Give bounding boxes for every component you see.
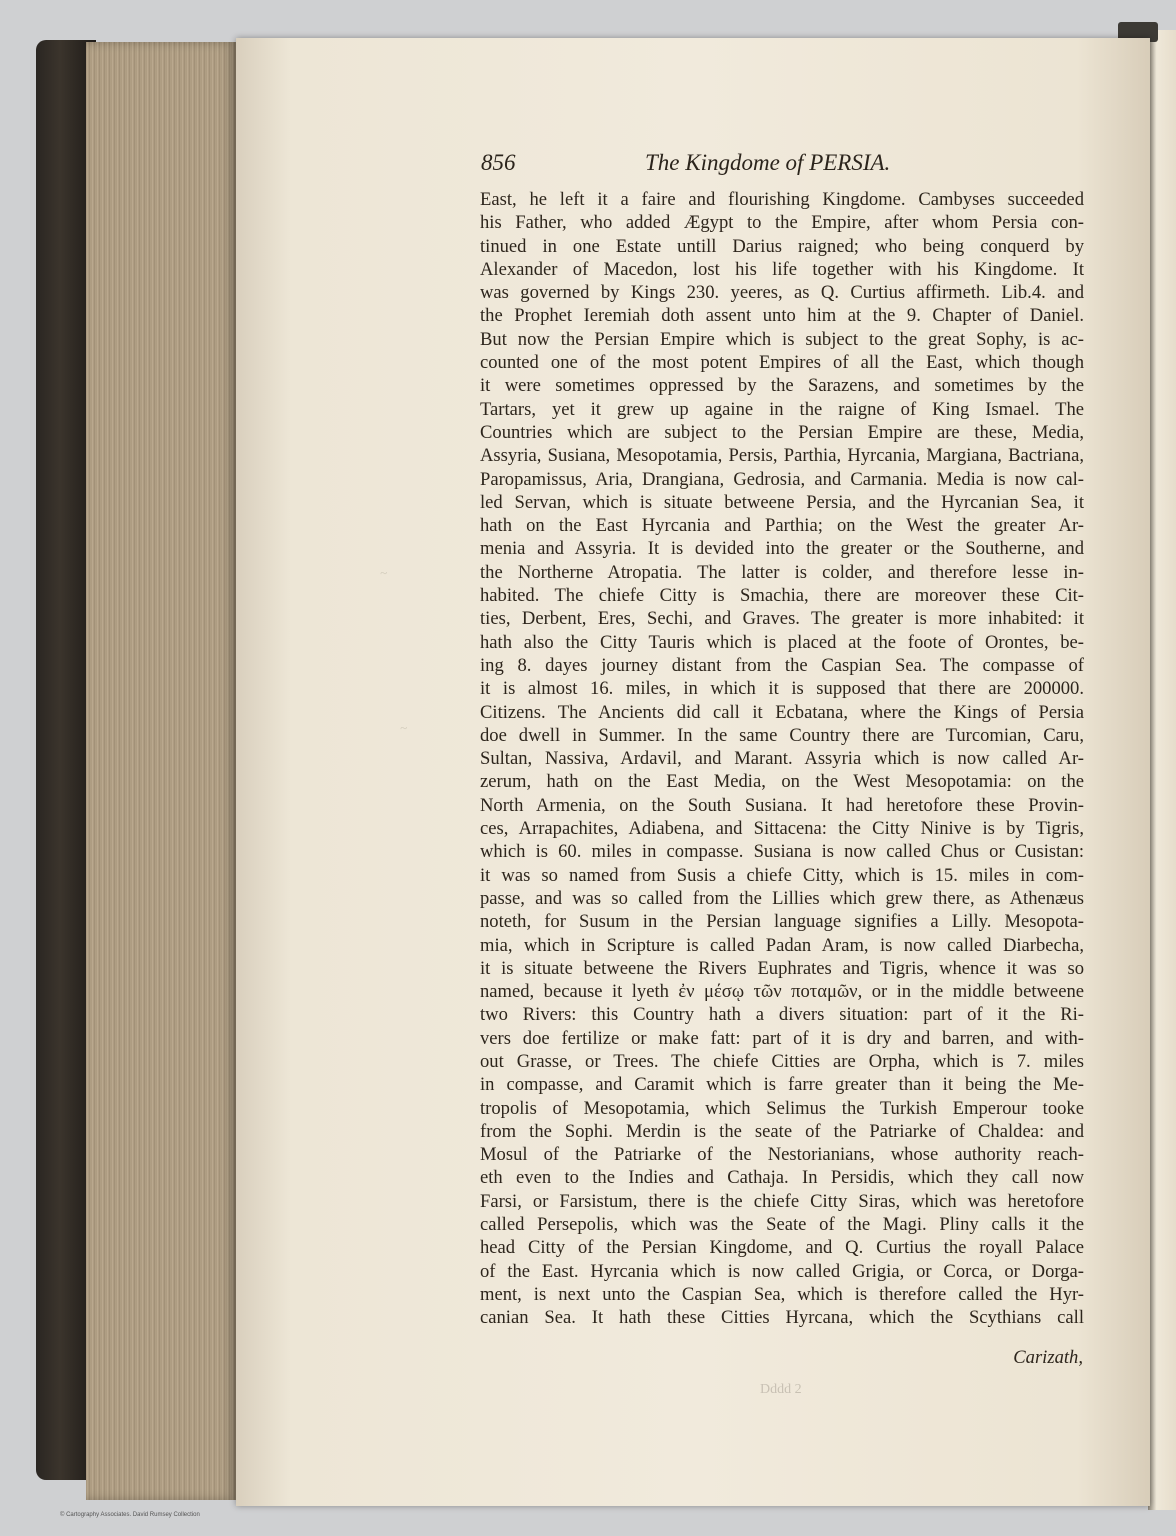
- text-line: Alexander of Macedon, lost his life together with his Kingdome. It: [480, 258, 1084, 280]
- page-edges: [86, 42, 236, 1500]
- text-line: eth even to the Indies and Cathaja. In Persidis, which they call now: [480, 1167, 1084, 1189]
- text-line: Farsi, or Farsistum, there is the chiefe Citty Siras, which was heretofore: [480, 1190, 1084, 1212]
- text-line: the Northerne Atropatia. The latter is colder, and therefore lesse in-: [480, 561, 1084, 583]
- text-line: canian Sea. It hath these Citties Hyrcana, which the Scythians call: [480, 1307, 1084, 1329]
- text-line: Paropamissus, Aria, Drangiana, Gedrosia, and Carmania. Media is now cal-: [480, 468, 1084, 490]
- text-line: vers doe fertilize or make fatt: part of it is dry and barren, and with-: [480, 1027, 1084, 1049]
- signature-mark: Dddd 2: [760, 1382, 802, 1397]
- text-line: zerum, hath on the East Media, on the West Mesopotamia: on the: [480, 771, 1084, 793]
- text-line: ment, is next unto the Caspian Sea, which is therefore called the Hyr-: [480, 1283, 1084, 1305]
- text-line: Sultan, Nassiva, Ardavil, and Marant. Assyria which is now called Ar-: [480, 748, 1084, 770]
- text-line: habited. The chiefe Citty is Smachia, there are moreover these Cit-: [480, 585, 1084, 607]
- text-line: hath also the Citty Tauris which is placed at the foote of Orontes, be-: [480, 631, 1084, 653]
- text-line: noteth, for Susum in the Persian language signifies a Lilly. Mesopota-: [480, 911, 1084, 933]
- text-line: in compasse, and Caramit which is farre greater than it being the Me-: [480, 1074, 1084, 1096]
- text-line: doe dwell in Summer. In the same Country there are Turcomian, Caru,: [480, 724, 1084, 746]
- text-line: But now the Persian Empire which is subject to the great Sophy, is ac-: [480, 328, 1084, 350]
- body-text: [480, 188, 1084, 1330]
- text-line: named, because it lyeth ἐν μέσῳ τῶν ποταμῶν, or in the middle betweene: [480, 981, 1084, 1003]
- text-line: called Persepolis, which was the Seate of the Magi. Pliny calls it the: [480, 1214, 1084, 1236]
- text-line: it were sometimes oppressed by the Sarazens, and sometimes by the: [480, 375, 1084, 397]
- text-line: led Servan, which is situate betweene Persia, and the Hyrcanian Sea, it: [480, 491, 1084, 513]
- text-line: it is almost 16. miles, in which it is supposed that there are 200000.: [480, 678, 1084, 700]
- running-title: The Kingdome of PERSIA.: [645, 150, 891, 175]
- catchword: Carizath,: [1013, 1347, 1083, 1368]
- running-head: [481, 150, 941, 180]
- credit-line: © Cartography Associates. David Rumsey Collection: [60, 1512, 200, 1518]
- text-line: from the Sophi. Merdin is the seate of the Patriarke of Chaldea: and: [480, 1120, 1084, 1142]
- text-line: counted one of the most potent Empires of all the East, which though: [480, 352, 1084, 374]
- text-line: ces, Arrapachites, Adiabena, and Sittacena: the Citty Ninive is by Tigris,: [480, 818, 1084, 840]
- facing-page-edge: [1148, 30, 1176, 1510]
- text-line: head Citty of the Persian Kingdome, and Q. Curtius the royall Palace: [480, 1237, 1084, 1259]
- page-number: 856: [481, 150, 516, 175]
- text-line: which is 60. miles in compasse. Susiana is now called Chus or Cusistan:: [480, 841, 1084, 863]
- text-line: East, he left it a faire and flourishing Kingdome. Cambyses succeeded: [480, 189, 1084, 210]
- bleed-through-mark: ~: [400, 720, 408, 735]
- text-line: tropolis of Mesopotamia, which Selimus the Turkish Emperour tooke: [480, 1097, 1084, 1119]
- bleed-through-mark: ~: [380, 565, 388, 580]
- text-line: it is situate betweene the Rivers Euphrates and Tigris, whence it was so: [480, 957, 1084, 979]
- text-line: hath on the East Hyrcania and Parthia; on the West the greater Ar-: [480, 515, 1084, 537]
- text-line: the Prophet Ieremiah doth assent unto him at the 9. Chapter of Daniel.: [480, 305, 1084, 327]
- text-line: of the East. Hyrcania which is now called Grigia, or Corca, or Dorga-: [480, 1260, 1084, 1282]
- text-line: Mosul of the Patriarke of the Nestorianians, whose authority reach-: [480, 1144, 1084, 1166]
- text-line: his Father, who added Ægypt to the Empire, after whom Persia con-: [480, 212, 1084, 234]
- text-line: North Armenia, on the South Susiana. It had heretofore these Provin-: [480, 794, 1084, 816]
- text-line: Countries which are subject to the Persian Empire are these, Media,: [480, 421, 1084, 443]
- text-line: Citizens. The Ancients did call it Ecbatana, where the Kings of Persia: [480, 701, 1084, 723]
- text-line: was governed by Kings 230. yeeres, as Q. Curtius affirmeth. Lib.4. and: [480, 282, 1084, 304]
- text-line: ing 8. dayes journey distant from the Caspian Sea. The compasse of: [480, 654, 1084, 676]
- text-line: Tartars, yet it grew up againe in the raigne of King Ismael. The: [480, 398, 1084, 420]
- text-line: two Rivers: this Country hath a divers situation: part of it the Ri-: [480, 1004, 1084, 1026]
- text-line: mia, which in Scripture is called Padan Aram, is now called Diarbecha,: [480, 934, 1084, 956]
- text-line: Assyria, Susiana, Mesopotamia, Persis, Parthia, Hyrcania, Margiana, Bactriana,: [480, 445, 1084, 467]
- text-line: it was so named from Susis a chiefe Citty, which is 15. miles in com-: [480, 864, 1084, 886]
- text-line: menia and Assyria. It is devided into the greater or the Southerne, and: [480, 538, 1084, 560]
- text-line: ties, Derbent, Eres, Sechi, and Graves. The greater is more inhabited: it: [480, 608, 1084, 630]
- text-line: out Grasse, or Trees. The chiefe Citties are Orpha, which is 7. miles: [480, 1050, 1084, 1072]
- text-line: passe, and was so called from the Lillies which grew there, as Athenæus: [480, 887, 1084, 909]
- text-line: tinued in one Estate untill Darius raigned; who being conquerd by: [480, 235, 1084, 257]
